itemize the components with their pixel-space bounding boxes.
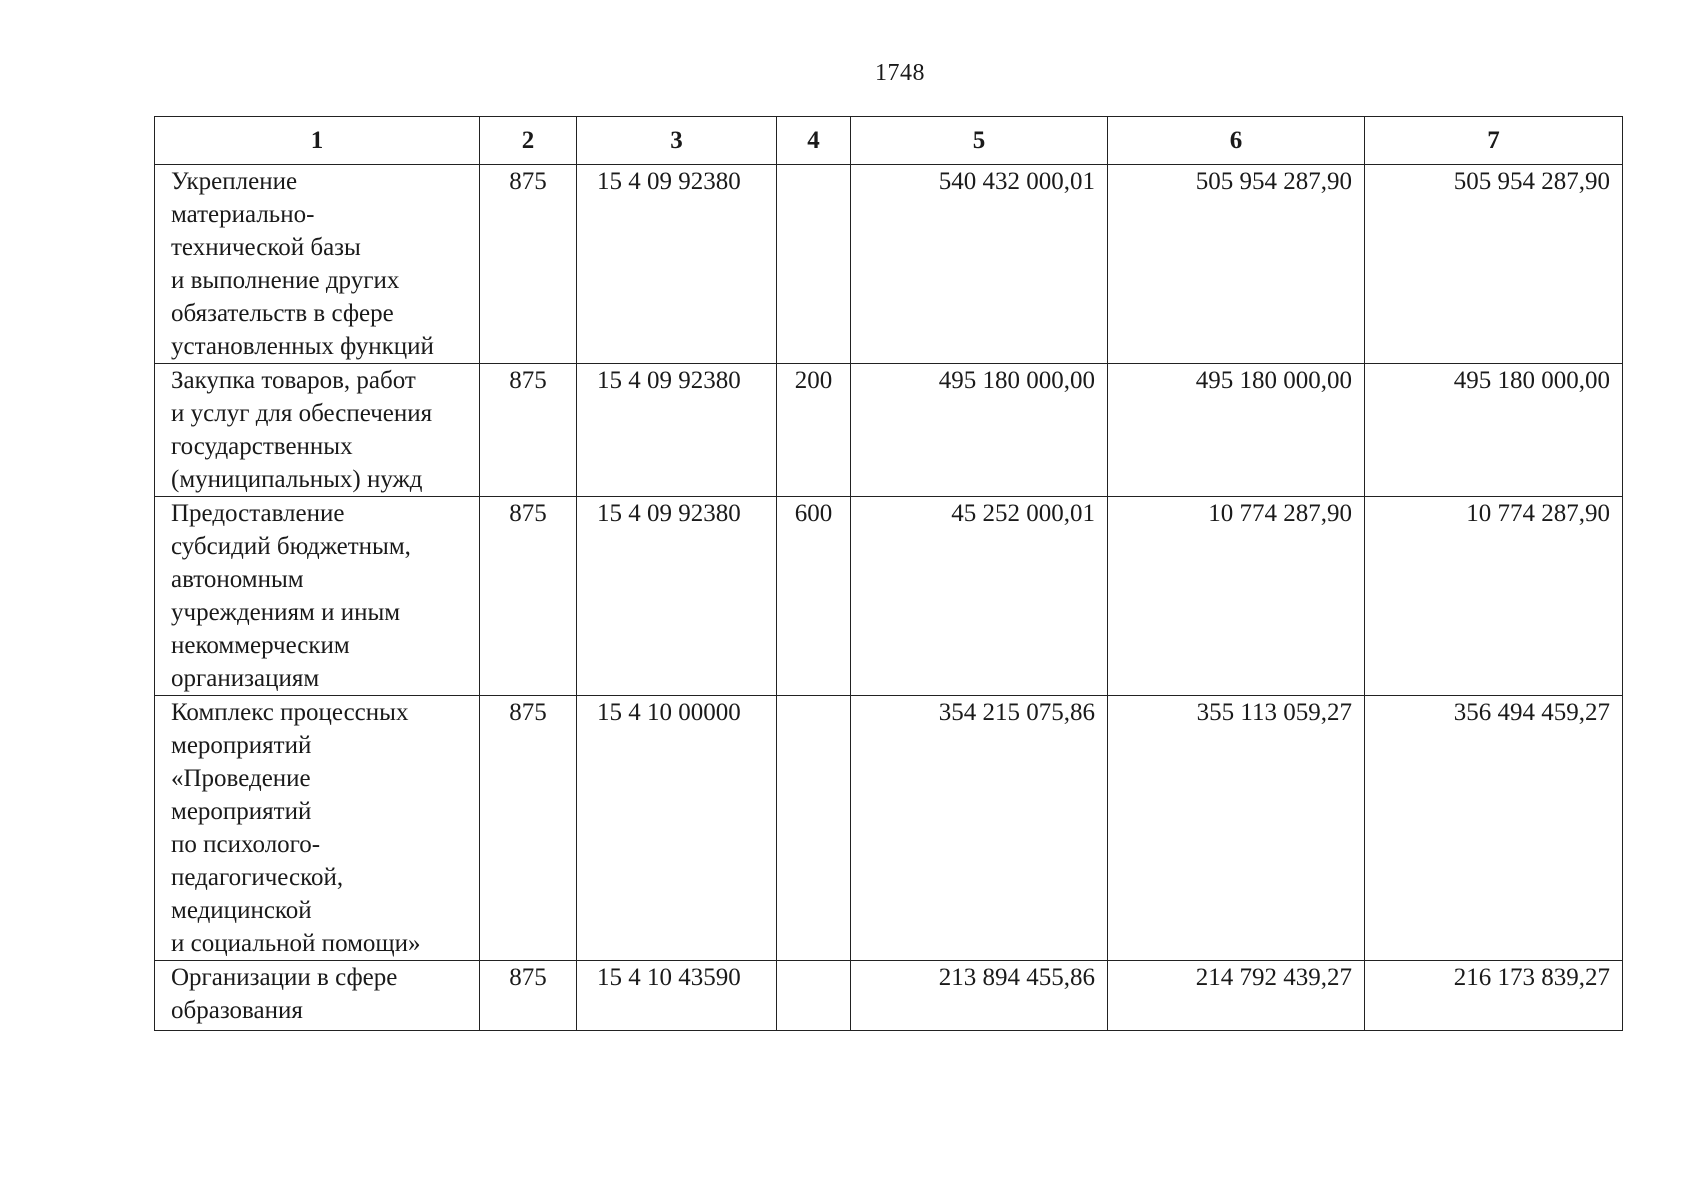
- row-value-5: 495 180 000,00: [851, 364, 1108, 497]
- row-name: Закупка товаров, работ и услуг для обеспечения государственных (муниципальных) нужд: [155, 364, 480, 497]
- row-value-5: 45 252 000,01: [851, 497, 1108, 696]
- row-value-6: 505 954 287,90: [1108, 165, 1365, 364]
- row-value-5: 354 215 075,86: [851, 696, 1108, 961]
- header-col-6: 6: [1108, 117, 1365, 165]
- row-value-5: 213 894 455,86: [851, 961, 1108, 1031]
- budget-table: [154, 116, 1623, 1031]
- page-number: 1748: [875, 60, 925, 86]
- table-row: [155, 497, 1623, 696]
- header-col-4: 4: [777, 117, 851, 165]
- header-col-3: 3: [577, 117, 777, 165]
- row-ministry: 875: [480, 364, 577, 497]
- row-value-5: 540 432 000,01: [851, 165, 1108, 364]
- row-expense-type: [777, 165, 851, 364]
- row-value-6: 214 792 439,27: [1108, 961, 1365, 1031]
- row-value-7: 10 774 287,90: [1365, 497, 1623, 696]
- row-code: 15 4 10 00000: [577, 696, 777, 961]
- row-expense-type: [777, 961, 851, 1031]
- row-value-7: 495 180 000,00: [1365, 364, 1623, 497]
- row-ministry: 875: [480, 497, 577, 696]
- row-value-7: 216 173 839,27: [1365, 961, 1623, 1031]
- table-row: [155, 696, 1623, 961]
- row-name: Организации в сфере образования: [155, 961, 480, 1031]
- row-ministry: 875: [480, 165, 577, 364]
- row-code: 15 4 09 92380: [577, 497, 777, 696]
- row-value-7: 356 494 459,27: [1365, 696, 1623, 961]
- table-row: [155, 165, 1623, 364]
- row-name: Укрепление материально- технической базы и выполнение других обязательств в сфере установленных функций: [155, 165, 480, 364]
- row-code: 15 4 09 92380: [577, 364, 777, 497]
- row-code: 15 4 09 92380: [577, 165, 777, 364]
- table-row: [155, 961, 1623, 1031]
- row-ministry: 875: [480, 696, 577, 961]
- row-name: Предоставление субсидий бюджетным, автономным учреждениям и иным некоммерческим организациям: [155, 497, 480, 696]
- row-name: Комплекс процессных мероприятий «Проведение мероприятий по психолого- педагогической, медицинской и социальной помощи»: [155, 696, 480, 961]
- row-expense-type: 600: [777, 497, 851, 696]
- header-col-1: 1: [155, 117, 480, 165]
- table-header-row: [155, 117, 1623, 165]
- table-row: [155, 364, 1623, 497]
- row-value-6: 495 180 000,00: [1108, 364, 1365, 497]
- row-ministry: 875: [480, 961, 577, 1031]
- row-value-6: 355 113 059,27: [1108, 696, 1365, 961]
- row-value-6: 10 774 287,90: [1108, 497, 1365, 696]
- row-code: 15 4 10 43590: [577, 961, 777, 1031]
- header-col-2: 2: [480, 117, 577, 165]
- row-expense-type: 200: [777, 364, 851, 497]
- header-col-5: 5: [851, 117, 1108, 165]
- header-col-7: 7: [1365, 117, 1623, 165]
- row-value-7: 505 954 287,90: [1365, 165, 1623, 364]
- row-expense-type: [777, 696, 851, 961]
